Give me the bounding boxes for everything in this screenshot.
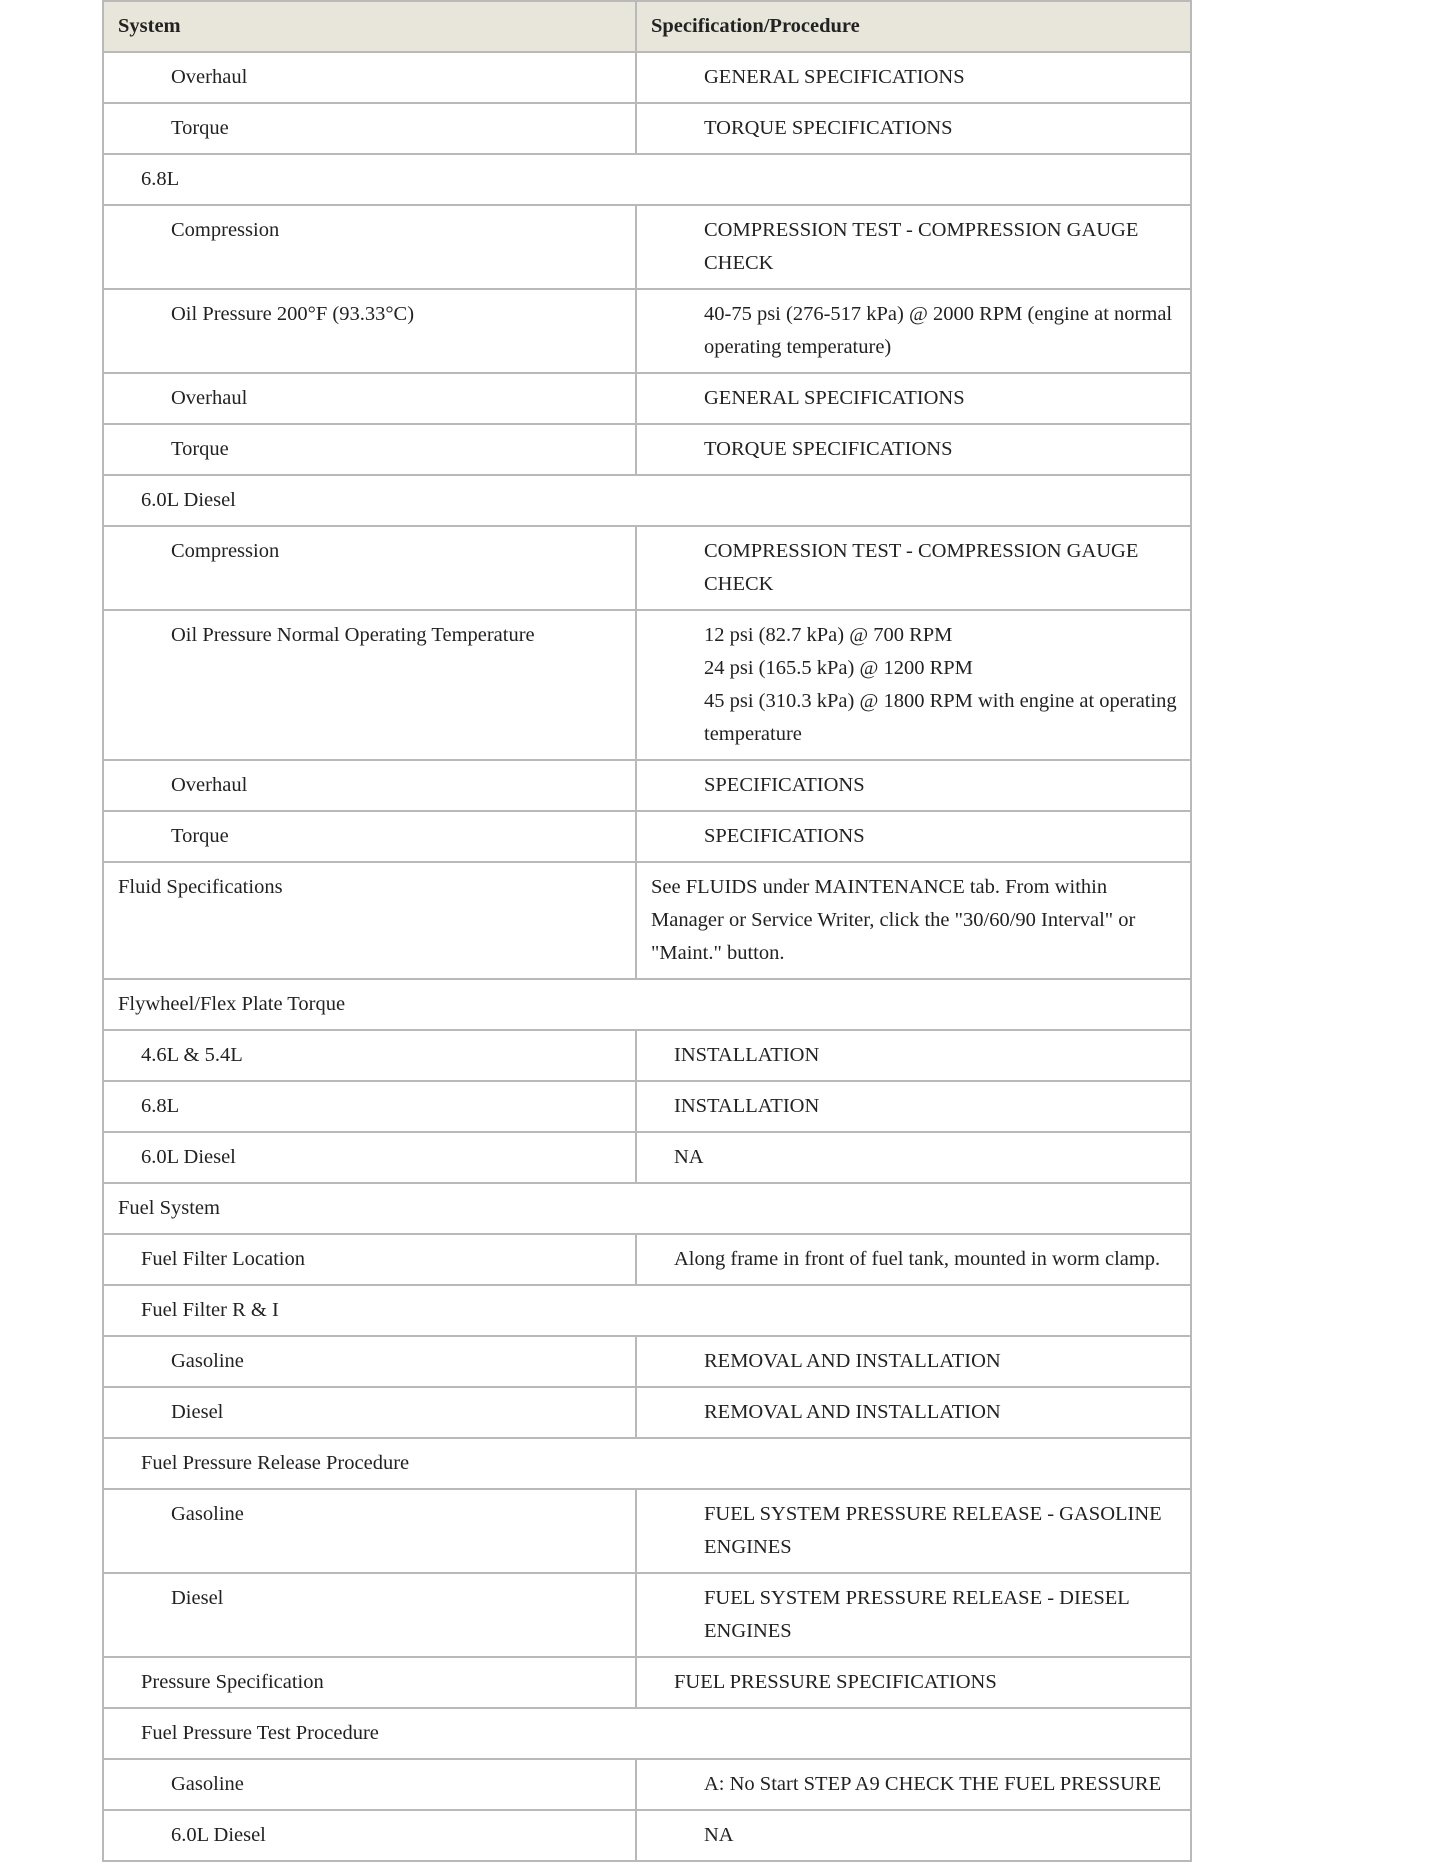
- table-row: [103, 811, 1191, 862]
- section-row: [103, 1708, 1191, 1759]
- spec-cell: REMOVAL AND INSTALLATION: [636, 1336, 1191, 1387]
- section-label: 6.0L Diesel: [103, 475, 1191, 526]
- system-cell: Oil Pressure Normal Operating Temperature: [103, 610, 636, 760]
- system-cell: Torque: [103, 103, 636, 154]
- system-cell: Fluid Specifications: [103, 862, 636, 979]
- system-cell: Compression: [103, 526, 636, 610]
- section-label: Fuel Pressure Release Procedure: [103, 1438, 1191, 1489]
- system-cell: Torque: [103, 811, 636, 862]
- table-row: [103, 289, 1191, 373]
- system-cell: Fuel Filter Location: [103, 1234, 636, 1285]
- spec-line: 24 psi (165.5 kPa) @ 1200 RPM: [704, 657, 973, 679]
- header-row: [103, 1, 1191, 52]
- table-row: [103, 205, 1191, 289]
- table-row: [103, 373, 1191, 424]
- system-cell: Compression: [103, 205, 636, 289]
- header-specification: Specification/Procedure: [636, 1, 1191, 52]
- spec-cell: INSTALLATION: [636, 1081, 1191, 1132]
- table-row: [103, 103, 1191, 154]
- system-cell: 4.6L & 5.4L: [103, 1030, 636, 1081]
- section-row: [103, 1438, 1191, 1489]
- table-header: [103, 1, 1191, 52]
- table-row: [103, 1387, 1191, 1438]
- table-row: [103, 424, 1191, 475]
- spec-cell: See FLUIDS under MAINTENANCE tab. From within Manager or Service Writer, click the "30/60/90 Interval" or "Maint." button.: [636, 862, 1191, 979]
- table-row: [103, 526, 1191, 610]
- table-row: [103, 862, 1191, 979]
- table-row: [103, 1336, 1191, 1387]
- section-label: Fuel Pressure Test Procedure: [103, 1708, 1191, 1759]
- spec-cell: GENERAL SPECIFICATIONS: [636, 373, 1191, 424]
- spec-cell: GENERAL SPECIFICATIONS: [636, 52, 1191, 103]
- spec-cell: FUEL SYSTEM PRESSURE RELEASE - GASOLINE ENGINES: [636, 1489, 1191, 1573]
- spec-cell: SPECIFICATIONS: [636, 811, 1191, 862]
- section-row: [103, 475, 1191, 526]
- table-row: [103, 1657, 1191, 1708]
- section-row: [103, 154, 1191, 205]
- spec-cell: FUEL SYSTEM PRESSURE RELEASE - DIESEL ENGINES: [636, 1573, 1191, 1657]
- table-row: [103, 1759, 1191, 1810]
- system-cell: 6.0L Diesel: [103, 1810, 636, 1861]
- system-cell: Gasoline: [103, 1759, 636, 1810]
- spec-cell: COMPRESSION TEST - COMPRESSION GAUGE CHECK: [636, 526, 1191, 610]
- section-row: [103, 979, 1191, 1030]
- system-cell: Diesel: [103, 1573, 636, 1657]
- system-cell: Overhaul: [103, 52, 636, 103]
- section-row: [103, 1285, 1191, 1336]
- spec-cell: [636, 610, 1191, 760]
- system-cell: Overhaul: [103, 373, 636, 424]
- spec-cell: COMPRESSION TEST - COMPRESSION GAUGE CHECK: [636, 205, 1191, 289]
- spec-cell: A: No Start STEP A9 CHECK THE FUEL PRESSURE: [636, 1759, 1191, 1810]
- table-row: [103, 1081, 1191, 1132]
- system-cell: 6.8L: [103, 1081, 636, 1132]
- system-cell: Torque: [103, 424, 636, 475]
- table-row: [103, 610, 1191, 760]
- spec-cell: Along frame in front of fuel tank, mounted in worm clamp.: [636, 1234, 1191, 1285]
- spec-cell: TORQUE SPECIFICATIONS: [636, 424, 1191, 475]
- system-cell: Gasoline: [103, 1336, 636, 1387]
- table-row: [103, 1489, 1191, 1573]
- table-row: [103, 1573, 1191, 1657]
- spec-cell: 40-75 psi (276-517 kPa) @ 2000 RPM (engine at normal operating temperature): [636, 289, 1191, 373]
- section-label: Flywheel/Flex Plate Torque: [103, 979, 1191, 1030]
- section-label: Fuel System: [103, 1183, 1191, 1234]
- spec-table: [102, 0, 1192, 1862]
- spec-cell: NA: [636, 1810, 1191, 1861]
- spec-cell: REMOVAL AND INSTALLATION: [636, 1387, 1191, 1438]
- spec-cell: FUEL PRESSURE SPECIFICATIONS: [636, 1657, 1191, 1708]
- table-row: [103, 1810, 1191, 1861]
- table-body: [103, 52, 1191, 1861]
- spec-line: 45 psi (310.3 kPa) @ 1800 RPM with engine at operating temperature: [704, 690, 1177, 745]
- table-row: [103, 1234, 1191, 1285]
- spec-line: 12 psi (82.7 kPa) @ 700 RPM: [704, 624, 953, 646]
- table-row: [103, 1030, 1191, 1081]
- section-label: 6.8L: [103, 154, 1191, 205]
- section-label: Fuel Filter R & I: [103, 1285, 1191, 1336]
- system-cell: Diesel: [103, 1387, 636, 1438]
- table-row: [103, 52, 1191, 103]
- table-row: [103, 1132, 1191, 1183]
- spec-cell: TORQUE SPECIFICATIONS: [636, 103, 1191, 154]
- table-row: [103, 760, 1191, 811]
- system-cell: Pressure Specification: [103, 1657, 636, 1708]
- spec-cell: NA: [636, 1132, 1191, 1183]
- spec-cell: SPECIFICATIONS: [636, 760, 1191, 811]
- system-cell: Overhaul: [103, 760, 636, 811]
- section-row: [103, 1183, 1191, 1234]
- system-cell: Oil Pressure 200°F (93.33°C): [103, 289, 636, 373]
- spec-cell: INSTALLATION: [636, 1030, 1191, 1081]
- system-cell: 6.0L Diesel: [103, 1132, 636, 1183]
- system-cell: Gasoline: [103, 1489, 636, 1573]
- header-system: System: [103, 1, 636, 52]
